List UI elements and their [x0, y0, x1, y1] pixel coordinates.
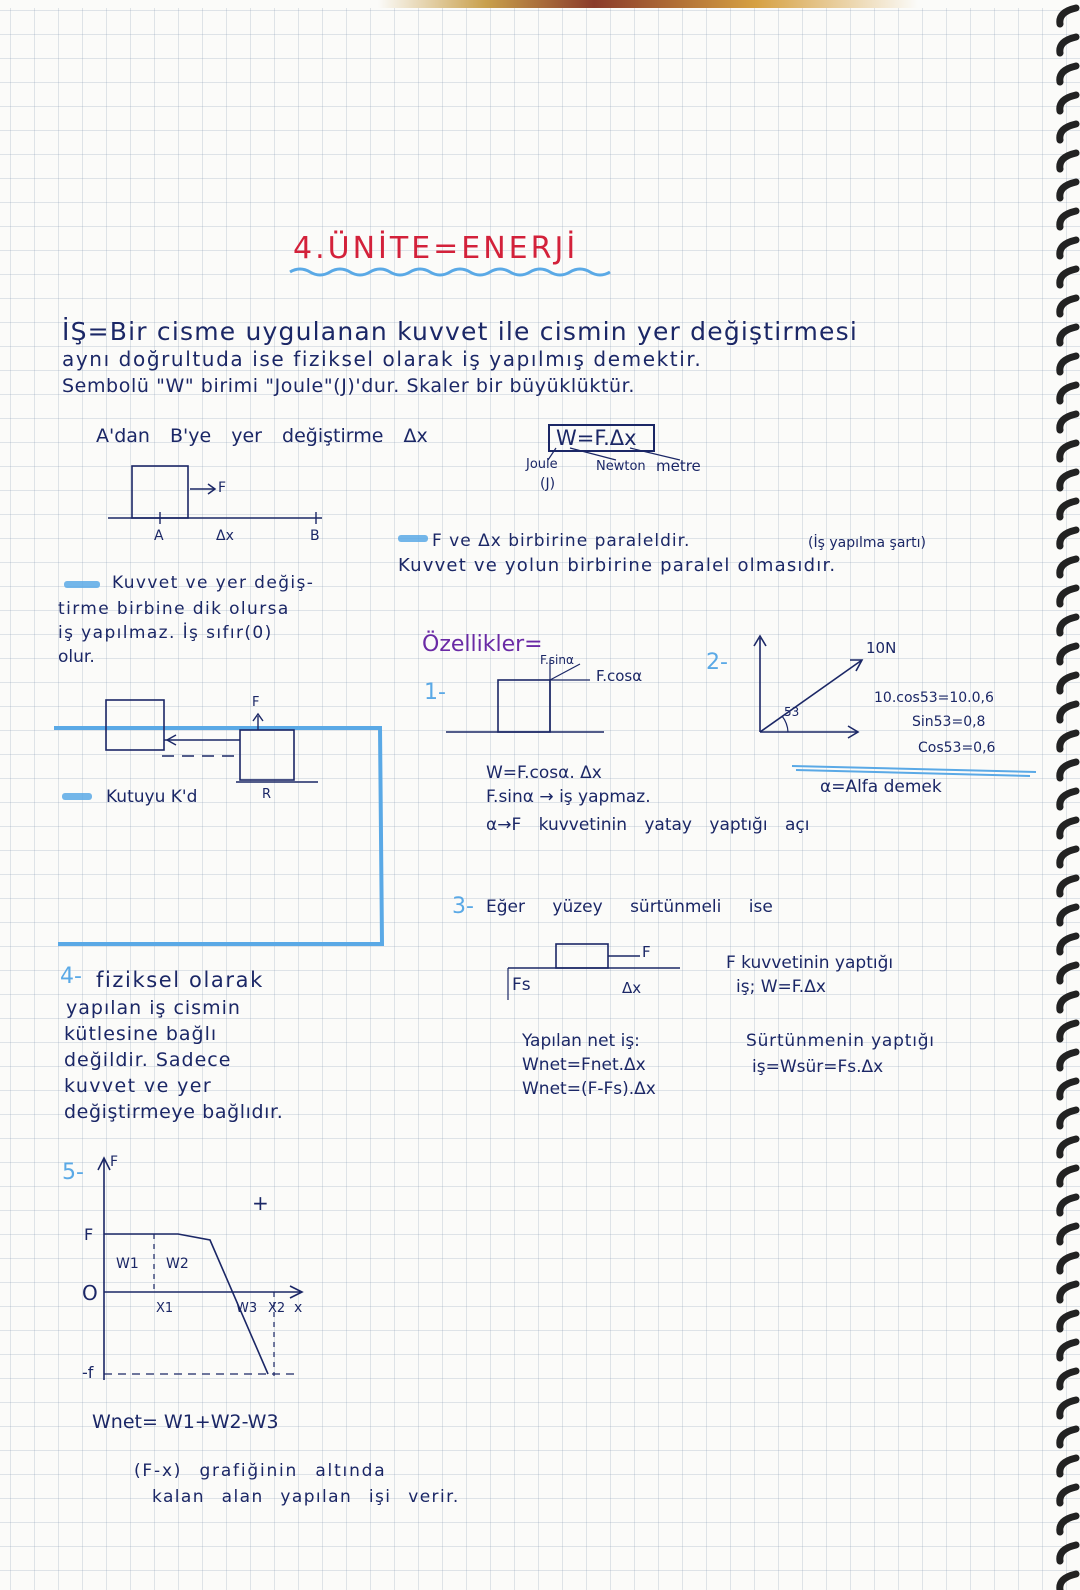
spiral-ring — [1060, 8, 1076, 24]
net-work-line-2: Wnet=Fnet.Δx — [522, 1055, 646, 1075]
spiral-ring — [1060, 1429, 1076, 1445]
cos53-line: Cos53=0,6 — [918, 740, 996, 756]
spiral-ring — [1060, 1052, 1076, 1068]
spiral-ring — [1060, 1574, 1076, 1590]
friction-fs-label: Fs — [512, 975, 531, 995]
spiral-ring — [1060, 994, 1076, 1010]
net-work-line-3: Wnet=(F-Fs).Δx — [522, 1079, 656, 1099]
item4-line-5: kuvvet ve yer — [64, 1075, 213, 1097]
item1-num: 1- — [424, 680, 446, 705]
formula-arrows — [530, 448, 690, 462]
spiral-ring — [1060, 1255, 1076, 1271]
spiral-binding — [1030, 0, 1080, 1590]
definition-line-2: aynı doğrultuda ise fiziksel olarak iş yapılmış demektir. — [62, 347, 703, 371]
spiral-ring — [1060, 269, 1076, 285]
item3-num: 3- — [452, 894, 474, 919]
formula-joule: Joule — [526, 457, 558, 472]
item4-line-6: değiştirmeye bağlıdır. — [64, 1101, 284, 1123]
box-note-highlight — [62, 793, 92, 800]
item4-line-1: fiziksel olarak — [96, 968, 264, 992]
parallel-line-1: F ve Δx birbirine paraleldir. — [432, 531, 691, 551]
diagram1-force-label: F — [218, 480, 227, 496]
parallel-highlight — [398, 535, 428, 542]
friction-f-label: F — [642, 943, 651, 961]
spiral-ring — [1060, 1023, 1076, 1039]
spiral-ring — [1060, 704, 1076, 720]
graph-axis-f: F — [110, 1154, 119, 1170]
perpendicular-line-3: iş yapılmaz. İş sıfır(0) — [58, 623, 273, 643]
item5-num: 5- — [62, 1160, 84, 1185]
spiral-ring — [1060, 1371, 1076, 1387]
spiral-ring — [1060, 1342, 1076, 1358]
spiral-ring — [1060, 675, 1076, 691]
item4-line-2: yapılan iş cismin — [66, 997, 241, 1019]
work-formula: W=F.Δx — [548, 424, 655, 452]
spiral-ring — [1060, 1313, 1076, 1329]
perpendicular-line-4: olur. — [58, 647, 95, 667]
item2-num: 2- — [706, 650, 728, 675]
graph-f-tick: F — [84, 1225, 94, 1244]
spiral-ring — [1060, 153, 1076, 169]
definition-line-3: Sembolü "W" birimi "Joule"(J)'dur. Skaler bir büyüklüktür. — [62, 375, 635, 397]
graph-w1-label: W1 — [116, 1256, 139, 1272]
graph-origin: O — [82, 1281, 98, 1305]
spiral-ring — [1060, 1545, 1076, 1561]
item4-line-4: değildir. Sadece — [64, 1049, 232, 1071]
spiral-ring — [1060, 443, 1076, 459]
box-force-label: F — [252, 695, 260, 710]
spiral-ring — [1060, 298, 1076, 314]
spiral-ring — [1060, 907, 1076, 923]
property1-box-diagram — [440, 650, 620, 740]
item4-line-3: kütlesine bağlı — [64, 1023, 218, 1045]
parallel-line-1-note: (İş yapılma şartı) — [808, 535, 927, 551]
item4-num: 4- — [60, 964, 82, 989]
spiral-ring — [1060, 965, 1076, 981]
diagram1-point-b: B — [310, 528, 320, 544]
cos-line: 10.cos53=10.0,6 — [874, 690, 994, 706]
friction-work-line-2: iş=Wsür=Fs.Δx — [752, 1057, 884, 1077]
spiral-ring — [1060, 820, 1076, 836]
spiral-ring — [1060, 1400, 1076, 1416]
friction-work-line-1: Sürtünmenin yaptığı — [746, 1031, 935, 1051]
property1-fsin-note: F.sinα → iş yapmaz. — [486, 787, 651, 807]
spiral-ring — [1060, 1284, 1076, 1300]
spiral-ring — [1060, 472, 1076, 488]
page-title: 4.ÜNİTE=ENERJİ — [293, 231, 579, 266]
item3-text: Eğer yüzey sürtünmeli ise — [486, 897, 773, 917]
box-r-label: R — [262, 787, 272, 802]
title-underline — [288, 266, 618, 278]
spiral-ring — [1060, 1487, 1076, 1503]
spiral-ring — [1060, 1168, 1076, 1184]
diagram1-point-a: A — [154, 528, 164, 544]
f-work-line-1: F kuvvetinin yaptığı — [726, 953, 894, 973]
alpha-definition: α=Alfa demek — [820, 777, 942, 797]
spiral-ring — [1060, 1139, 1076, 1155]
graph-w2-label: W2 — [166, 1256, 189, 1272]
formula-joule-symbol: (J) — [540, 476, 556, 492]
spiral-ring — [1060, 327, 1076, 343]
spiral-ring — [1060, 1458, 1076, 1474]
spiral-ring — [1060, 762, 1076, 778]
property1-alpha-note: α→F kuvvetinin yatay yaptığı açı — [486, 815, 810, 835]
graph-w3-label: W3 — [236, 1301, 258, 1316]
spiral-ring — [1060, 849, 1076, 865]
graph-axis-x: x — [294, 1300, 303, 1316]
spiral-ring — [1060, 356, 1076, 372]
spiral-ring — [1060, 95, 1076, 111]
spiral-ring — [1060, 530, 1076, 546]
diagram1-delta: Δx — [216, 528, 234, 544]
graph-plus-sign: + — [252, 1191, 269, 1215]
spiral-ring — [1060, 385, 1076, 401]
spiral-ring — [1060, 646, 1076, 662]
vector-10n-diagram — [750, 632, 870, 742]
perpendicular-line-2: tirme birbine dik olursa — [58, 599, 290, 619]
angle-53-label: 53 — [784, 705, 800, 719]
fsin-label: F.sinα — [540, 653, 574, 667]
spiral-ring — [1060, 1516, 1076, 1532]
sin53-line: Sin53=0,8 — [912, 714, 986, 730]
net-work-line-1: Yapılan net iş: — [522, 1031, 640, 1051]
force-10n-label: 10N — [866, 639, 897, 657]
spiral-ring — [1060, 182, 1076, 198]
spiral-ring — [1060, 240, 1076, 256]
parallel-line-2: Kuvvet ve yolun birbirine paralel olmasıdır. — [398, 555, 837, 576]
cos53-underline — [790, 758, 1040, 778]
spiral-ring — [1060, 211, 1076, 227]
properties-heading: Özellikler= — [422, 632, 543, 657]
spiral-ring — [1060, 733, 1076, 749]
graph-x1-label: X1 — [156, 1301, 174, 1316]
spiral-ring — [1060, 878, 1076, 894]
definition-line-1: İŞ=Bir cisme uygulanan kuvvet ile cismin yer değiştirmesi — [62, 317, 858, 346]
f-work-line-2: iş; W=F.Δx — [736, 977, 826, 997]
net-work-formula: Wnet= W1+W2-W3 — [92, 1411, 279, 1433]
spiral-ring — [1060, 559, 1076, 575]
spiral-ring — [1060, 588, 1076, 604]
graph-x2-label: X2 — [268, 1301, 286, 1316]
formula-metre: metre — [656, 457, 701, 475]
spiral-ring — [1060, 37, 1076, 53]
spiral-ring — [1060, 791, 1076, 807]
spiral-ring — [1060, 1226, 1076, 1242]
property1-w-formula: W=F.cosα. Δx — [486, 763, 602, 783]
spiral-ring — [1060, 1110, 1076, 1126]
spiral-ring — [1060, 124, 1076, 140]
area-line-2: kalan alan yapılan işi verir. — [152, 1487, 460, 1507]
spiral-ring — [1060, 617, 1076, 633]
spiral-ring — [1060, 501, 1076, 517]
perpendicular-line-1: Kuvvet ve yer değiş- — [112, 573, 315, 593]
graph-neg-f: -f — [82, 1363, 94, 1382]
perpendicular-highlight — [64, 581, 100, 588]
friction-dx-label: Δx — [622, 979, 642, 997]
spiral-ring — [1060, 936, 1076, 952]
fcos-label: F.cosα — [596, 667, 643, 685]
spiral-ring — [1060, 414, 1076, 430]
box-kr-diagram — [52, 690, 392, 960]
spiral-ring — [1060, 1197, 1076, 1213]
box-note: Kutuyu K'd — [106, 787, 198, 807]
page-top-edge — [0, 0, 1080, 8]
spiral-ring — [1060, 1081, 1076, 1097]
area-line-1: (F-x) grafiğinin altında — [134, 1461, 387, 1481]
displacement-line: A'dan B'ye yer değiştirme Δx — [96, 425, 428, 447]
formula-newton: Newton — [596, 459, 646, 474]
spiral-ring — [1060, 66, 1076, 82]
